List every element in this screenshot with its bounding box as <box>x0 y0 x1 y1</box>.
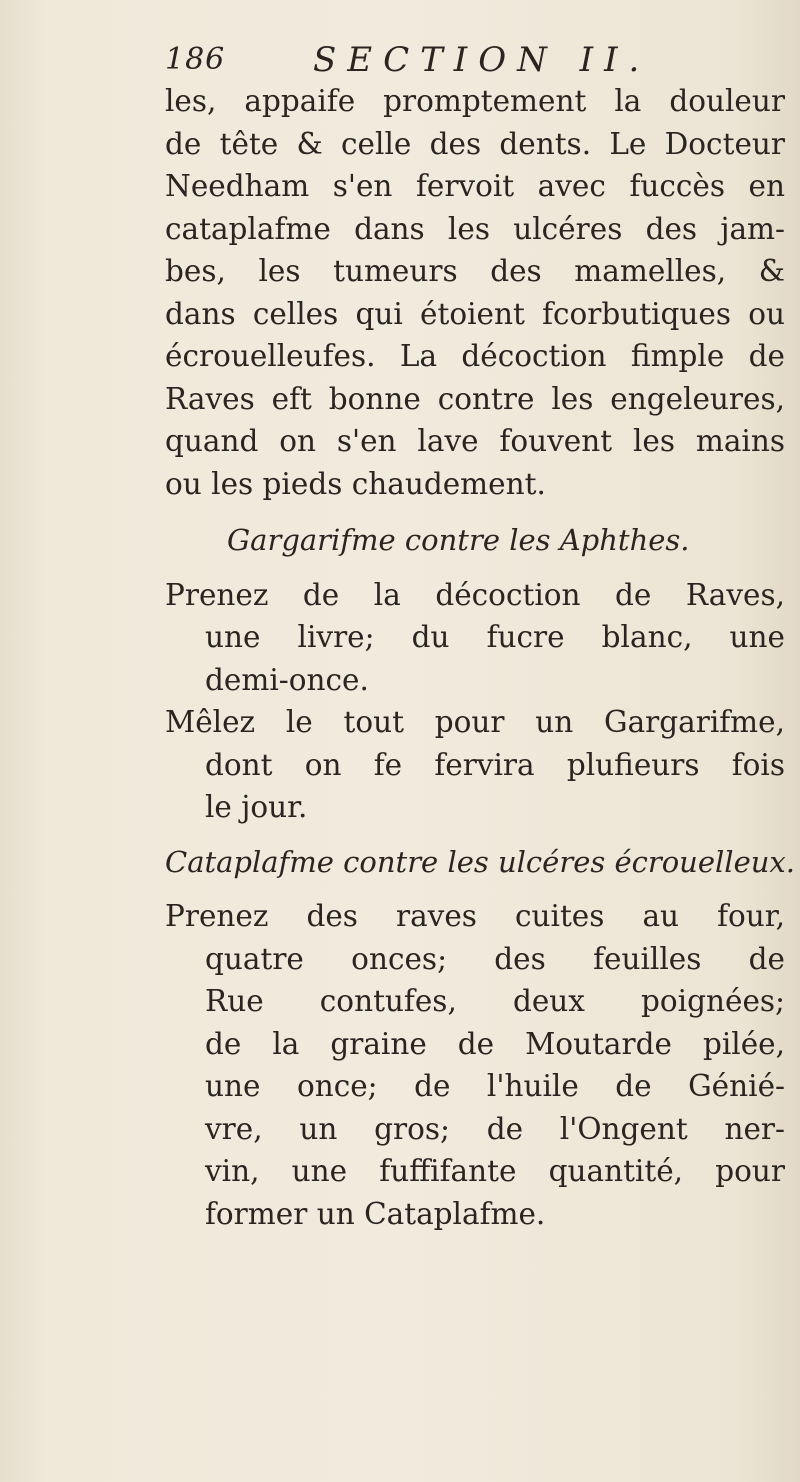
recipe-2 <box>165 895 785 1235</box>
recipe-line: quatre onces; des feuilles de <box>205 941 785 976</box>
recipe-line: vre, un gros; de l'Ongent ner- <box>205 1111 785 1146</box>
paragraph-1 <box>165 80 785 505</box>
text-line: les, appaife promptement la douleur <box>165 84 785 118</box>
recipe-1 <box>165 574 785 829</box>
text-line: quand on s'en lave fouvent les mains <box>165 424 785 458</box>
section-title: SECTION II. <box>313 40 651 80</box>
text-line: de tête & celle des dents. Le Docteur <box>165 126 785 161</box>
page-body <box>165 80 795 1235</box>
recipe-heading-gargarisme: Gargarifme contre les Aphthes. <box>227 523 690 557</box>
recipe-line: Rue contufes, deux poignées; <box>205 984 785 1018</box>
recipe-line: une once; de l'huile de Génié- <box>205 1069 785 1103</box>
text-line: cataplafme dans les ulcéres des jam- <box>165 211 785 246</box>
page-number: 186 <box>165 42 226 77</box>
recipe-line: demi-once. <box>205 662 369 697</box>
text-line: Raves eft bonne contre les engeleures, <box>165 381 785 416</box>
recipe-line: le jour. <box>205 790 308 824</box>
recipe-line: Mêlez le tout pour un Gargarifme, <box>165 705 785 739</box>
recipe-heading-cataplasme: Cataplafme contre les ulcéres écrouelleux. <box>165 844 795 879</box>
recipe-line: Prenez de la décoction de Raves, <box>165 577 785 612</box>
text-line: ou les pieds chaudement. <box>165 466 546 501</box>
recipe-line: une livre; du fucre blanc, une <box>205 620 785 654</box>
recipe-line: former un Cataplafme. <box>205 1196 546 1231</box>
text-line: dans celles qui étoient fcorbutiques ou <box>165 296 785 331</box>
text-line: Needham s'en fervoit avec fuccès en <box>165 169 785 203</box>
recipe-line: vin, une fuffifante quantité, pour <box>205 1154 785 1188</box>
text-line: écrouelleufes. La décoction fimple de <box>165 339 785 373</box>
recipe-line: Prenez des raves cuites au four, <box>165 899 785 933</box>
text-line: bes, les tumeurs des mamelles, & <box>165 254 785 288</box>
recipe-line: dont on fe fervira plufieurs fois <box>205 747 785 782</box>
recipe-line: de la graine de Moutarde pilée, <box>205 1026 785 1061</box>
